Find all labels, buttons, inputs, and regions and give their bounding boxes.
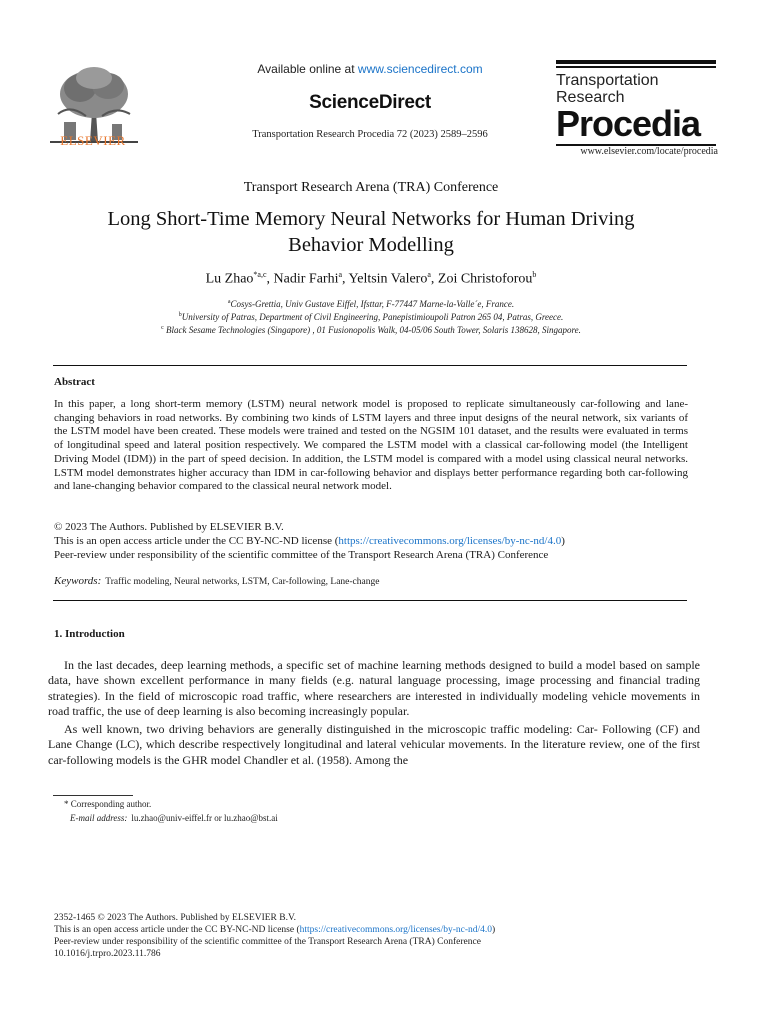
body-paragraph: As well known, two driving behaviors are generally distinguished in the microscopic traffic modeling: Car- Following (CF) and Lane Change (LC), which describe respectively longitudinal and lateral vehicular movements. In the literature review, one of the first car-following models is the GHR model Chandler et al. (1958). Among the: [48, 722, 700, 767]
divider: [53, 600, 687, 601]
issn-line: 2352-1465 © 2023 The Authors. Published by ELSEVIER B.V.: [54, 913, 296, 923]
author-marks: a: [338, 270, 343, 279]
journal-logo: [556, 60, 716, 146]
body-paragraph: In the last decades, deep learning methods, a specific set of machine learning methods designed to build a model based on sample data, have shown excellent performance in many fields (e.g. natural language processing, image processing and financial trading strategies). In the field of microscopic road traffic, where researchers are interested in individually modeling vehicle movements in road traffic, the use of deep learning is also becoming increasingly popular.: [48, 658, 700, 719]
license-close: ): [561, 535, 565, 547]
license-line: [54, 535, 688, 549]
email-addresses[interactable]: lu.zhao@univ-eiffel.fr or lu.zhao@bst.ai: [131, 813, 278, 823]
affiliation: [60, 325, 682, 335]
author-name: Nadir Farhi: [273, 271, 339, 287]
author-marks: *a,c: [253, 270, 267, 279]
author-name: Yeltsin Valero: [348, 271, 428, 287]
footnote-corresponding: [64, 799, 151, 809]
logo-line-3: Procedia: [556, 103, 701, 144]
available-label: Available online at: [257, 62, 358, 76]
journal-reference: Transportation Research Procedia 72 (2023) 2589–2596: [252, 129, 488, 140]
journal-url[interactable]: www.elsevier.com/locate/procedia: [580, 146, 718, 157]
keywords-label: Keywords:: [54, 575, 102, 587]
section-heading: 1. Introduction: [54, 628, 125, 640]
affiliation-mark: a: [227, 299, 231, 305]
affiliation-mark: c: [161, 325, 164, 331]
publisher-name: ELSEVIER: [60, 133, 126, 148]
affiliation-text: Black Sesame Technologies (Singapore) , 01 Fusionopolis Walk, 04-05/06 South Tower, Solaris 138628, Singapore.: [163, 325, 581, 335]
author-name: Zoi Christoforou: [437, 271, 533, 287]
platform-name: ScienceDirect: [309, 92, 431, 113]
email-label: E-mail address:: [70, 813, 128, 823]
affiliation-text: Cosys-Grettia, Univ Gustave Eiffel, Ifsttar, F-77447 Marne-la-Valle´e, France.: [230, 299, 515, 309]
title-line-2: Behavior Modelling: [288, 234, 454, 256]
author-separator: ,: [342, 271, 349, 287]
footnote-text: Corresponding author.: [70, 799, 152, 809]
footnote-mark: *: [64, 799, 69, 809]
divider: [53, 365, 687, 366]
doi-line[interactable]: 10.1016/j.trpro.2023.11.786: [54, 949, 161, 959]
license-link[interactable]: https://creativecommons.org/licenses/by-nc-nd/4.0: [338, 535, 562, 547]
footnote-email: [70, 813, 278, 823]
peer-review-line: Peer-review under responsibility of the scientific committee of the Transport Research Arena (TRA) Conference: [54, 937, 481, 947]
license-text: This is an open access article under the CC BY-NC-ND license (: [54, 925, 300, 935]
license-text: This is an open access article under the CC BY-NC-ND license (: [54, 535, 339, 547]
author-marks: a: [427, 270, 431, 279]
affiliation: [60, 312, 682, 322]
keywords: [54, 575, 688, 587]
author-separator: ,: [266, 271, 274, 287]
logo-line-1: Transportation: [556, 72, 659, 89]
abstract-text: In this paper, a long short-term memory (LSTM) neural network model is proposed to replicate simultaneously car-following and lane-changing behaviors in road networks. By combining two kinds of LSTM layers and three input designs of the neural network, six variants of the LSTM model have been created. These models were trained and tested on the NGSIM 101 dataset, and the results were evaluated in terms of longitudinal speed and lateral position respectively. We compared the LSTM model with a classical car-following model (the Intelligent Driving Model (IDM)) in the part of speed decision. In addition, the LSTM model is compared with a model using classical neural networks. LSTM model demonstrates higher accuracy than IDM in car-following behavior and displays better performance regarding both car-following and lane-changing behavior compared to the classical neural network model.: [54, 398, 688, 493]
conference-name: Transport Research Arena (TRA) Conference: [243, 180, 499, 195]
abstract-heading: Abstract: [54, 376, 95, 388]
license-line: [54, 925, 694, 937]
peer-review-line: Peer-review under responsibility of the scientific committee of the Transport Research Arena (TRA) Conference: [54, 549, 549, 561]
license-link[interactable]: https://creativecommons.org/licenses/by-nc-nd/4.0: [299, 925, 493, 935]
author-name: Lu Zhao: [205, 271, 254, 287]
affiliation: [60, 299, 682, 309]
paper-title: [60, 206, 682, 258]
logo-line-2: Research: [556, 89, 625, 106]
author-marks: b: [532, 270, 537, 279]
author-separator: ,: [430, 271, 438, 287]
license-close: ): [492, 925, 496, 935]
sciencedirect-link[interactable]: www.sciencedirect.com: [357, 62, 483, 76]
author-list: [0, 270, 742, 288]
logo-rule: [556, 66, 716, 68]
logo-rule: [556, 60, 716, 64]
footnote-rule: [53, 795, 133, 796]
copyright-line: © 2023 The Authors. Published by ELSEVIER B.V.: [54, 521, 284, 533]
available-online: [200, 62, 540, 76]
keywords-list: Traffic modeling, Neural networks, LSTM, Car-following, Lane-change: [105, 577, 380, 587]
title-line-1: Long Short-Time Memory Neural Networks for Human Driving: [107, 208, 635, 230]
affiliation-text: University of Patras, Department of Civil Engineering, Panepistimioupoli Patron 265 04, Patras, Greece.: [181, 312, 564, 322]
affiliation-mark: b: [178, 312, 182, 318]
